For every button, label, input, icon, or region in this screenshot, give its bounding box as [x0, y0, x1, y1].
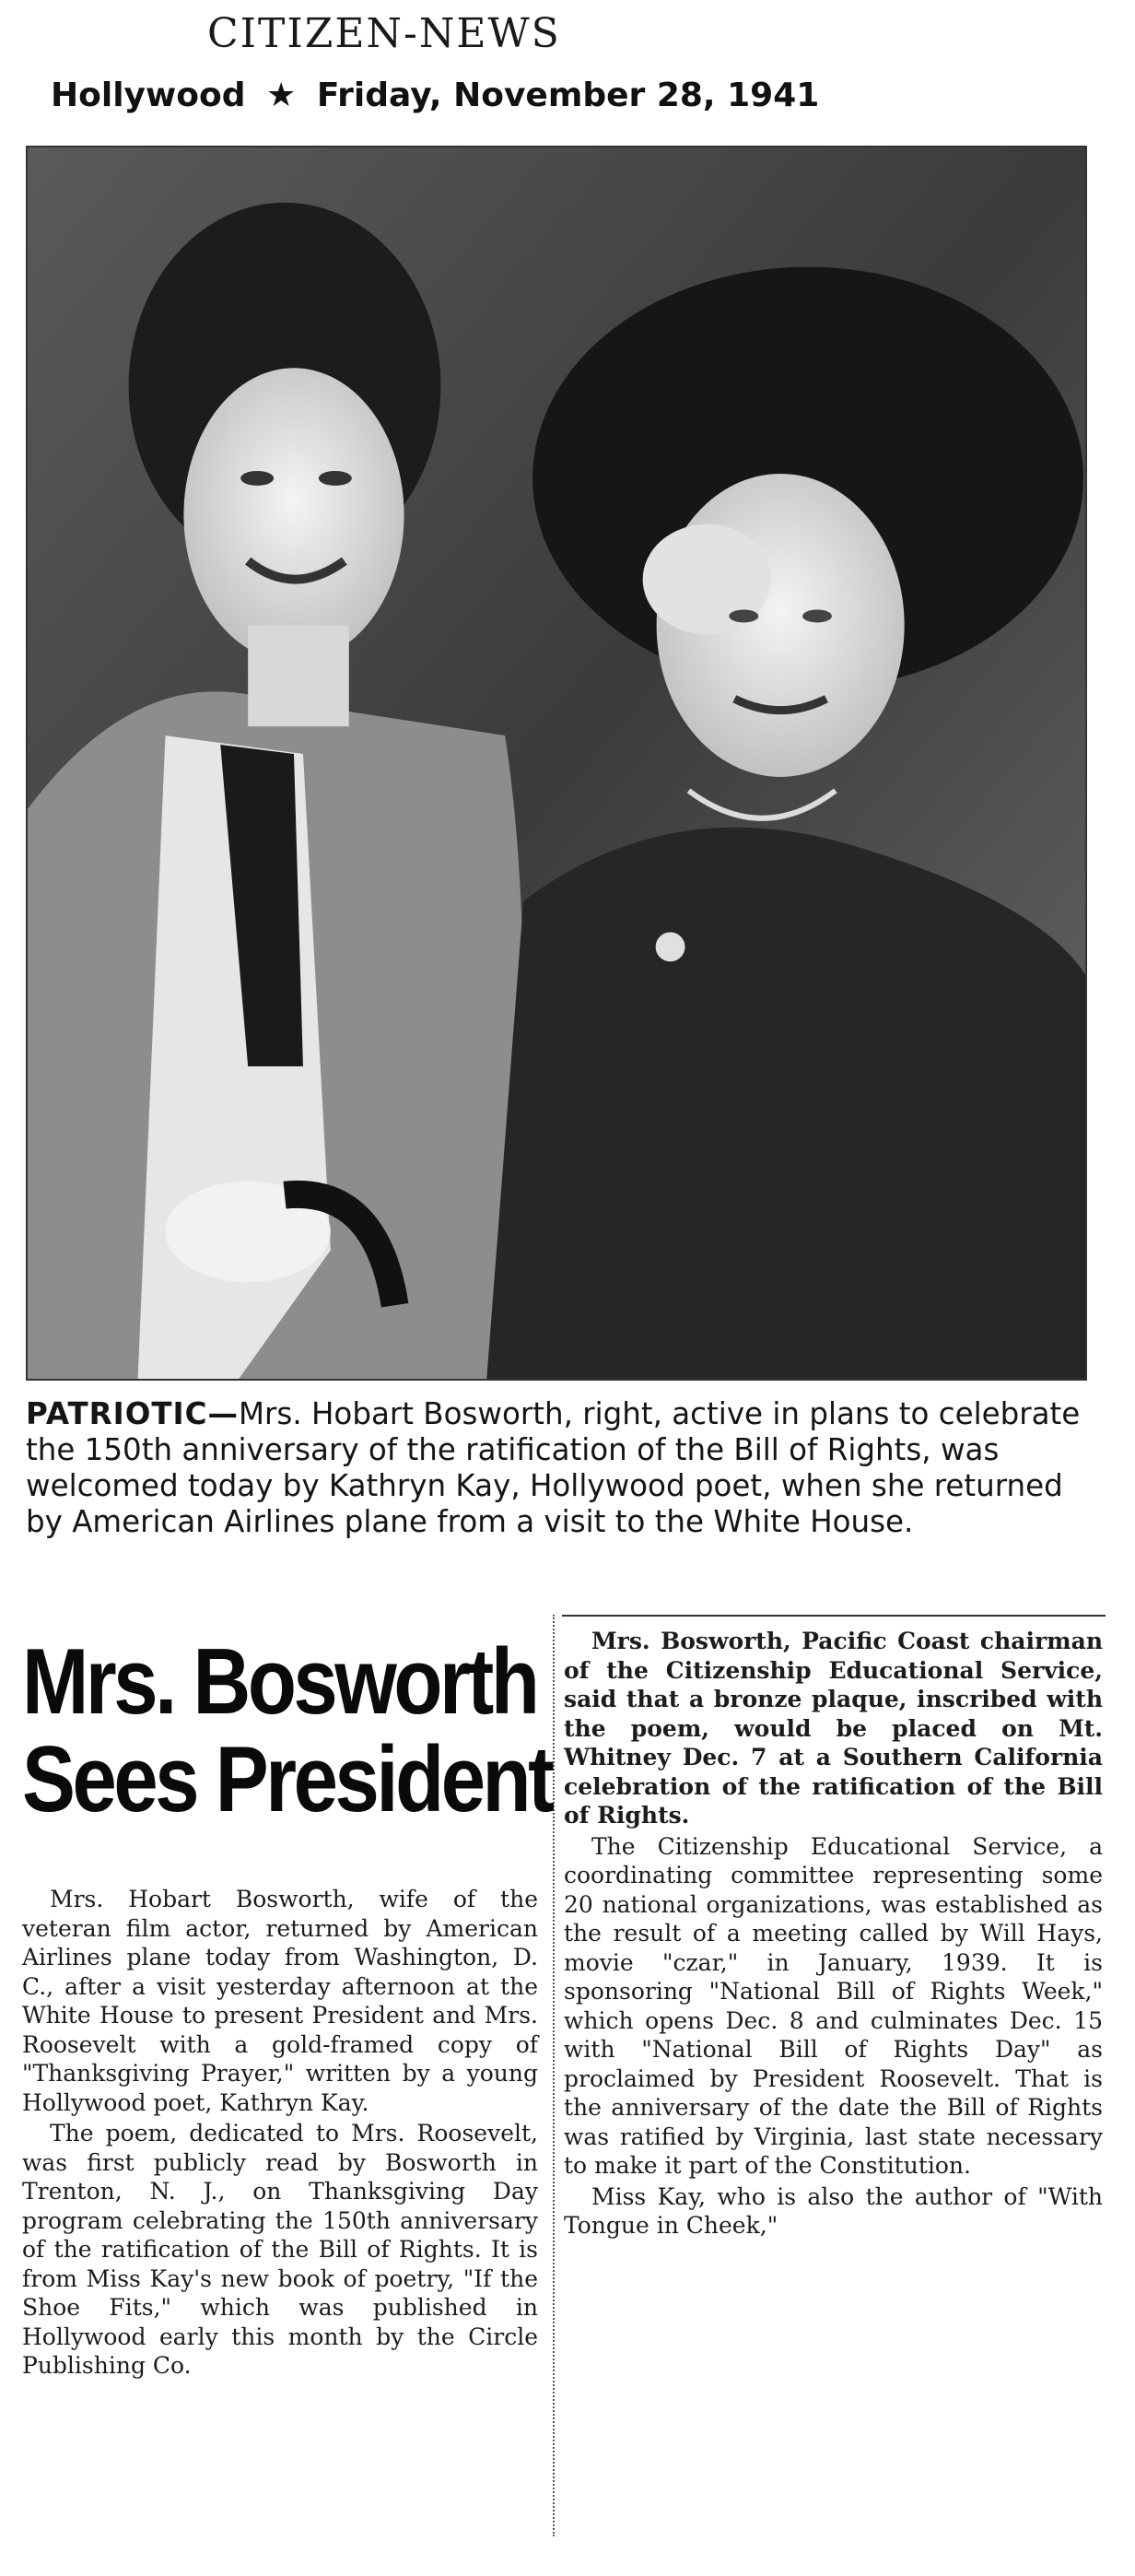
caption-text: Mrs. Hobart Bosworth, right, active in plans to celebrate the 150th anniversary of the ratification of the Bill of Rights, was welcomed today by Kathryn Kay, Hollywood poet, when she returned by American Airlines plane from a visit to the White House. — [26, 1396, 1081, 1539]
masthead-title: CITIZEN-NEWS — [207, 10, 561, 57]
column-divider — [553, 1615, 555, 2536]
article-paragraph: Mrs. Hobart Bosworth, wife of the veteran film actor, returned by American Airlines plane today from Washington, D. C., after a visit yesterday afternoon at the White House to present President and Mrs. Roosevelt with a gold-framed copy of "Thanksgiving Prayer," written by a young Hollywood poet, Kathryn Kay. — [22, 1886, 538, 2116]
dateline-date: Friday, November 28, 1941 — [316, 76, 820, 114]
caption-lead: PATRIOTIC— — [26, 1396, 239, 1431]
article-paragraph: The Citizenship Educational Service, a coordinating committee representing some 20 national organizations, was established as the result of a meeting called by Will Hays, movie "czar," in January, 1939. It is sponsoring "National Bill of Rights Week," which opens Dec. 8 and culminates Dec. 15 with "National Bill of Rights Day" as proclaimed by President Roosevelt. That is the anniversary of the date the Bill of Rights was ratified by Virginia, last state necessary to make it part of the Constitution. — [564, 1832, 1103, 2179]
article-headline — [22, 1630, 552, 1831]
headline-line-2: Sees President — [22, 1728, 552, 1831]
article-bold-paragraph: Mrs. Bosworth, Pacific Coast chairman of the Citizenship Educational Service, said that a bronze plaque, inscribed with the poem, would be placed on Mt. Whitney Dec. 7 at a Southern California celebration of the ratification of the Bill of Rights. — [564, 1628, 1103, 1829]
photo-illustration — [28, 147, 1085, 1379]
dateline-city: Hollywood — [51, 76, 246, 114]
dateline — [51, 76, 880, 116]
news-photo — [26, 146, 1087, 1381]
article-column-right — [564, 1627, 1103, 2242]
headline-line-1: Mrs. Bosworth — [22, 1630, 537, 1734]
star-icon: ★ — [266, 76, 297, 114]
column-top-rule — [562, 1615, 1106, 1617]
article-paragraph: Miss Kay, who is also the author of "With Tongue in Cheek," — [564, 2182, 1103, 2239]
article-column-left — [22, 1885, 538, 2382]
photo-caption — [26, 1396, 1099, 1540]
article-paragraph: The poem, dedicated to Mrs. Roosevelt, was first publicly read by Bosworth in Trenton, N. J., on Thanksgiving Day program celebrating the 150th anniversary of the ratification of the Bill of Rights. It is from Miss Kay's new book of poetry, "If the Shoe Fits," which was published in Hollywood early this month by the Circle Publishing Co. — [22, 2120, 538, 2379]
